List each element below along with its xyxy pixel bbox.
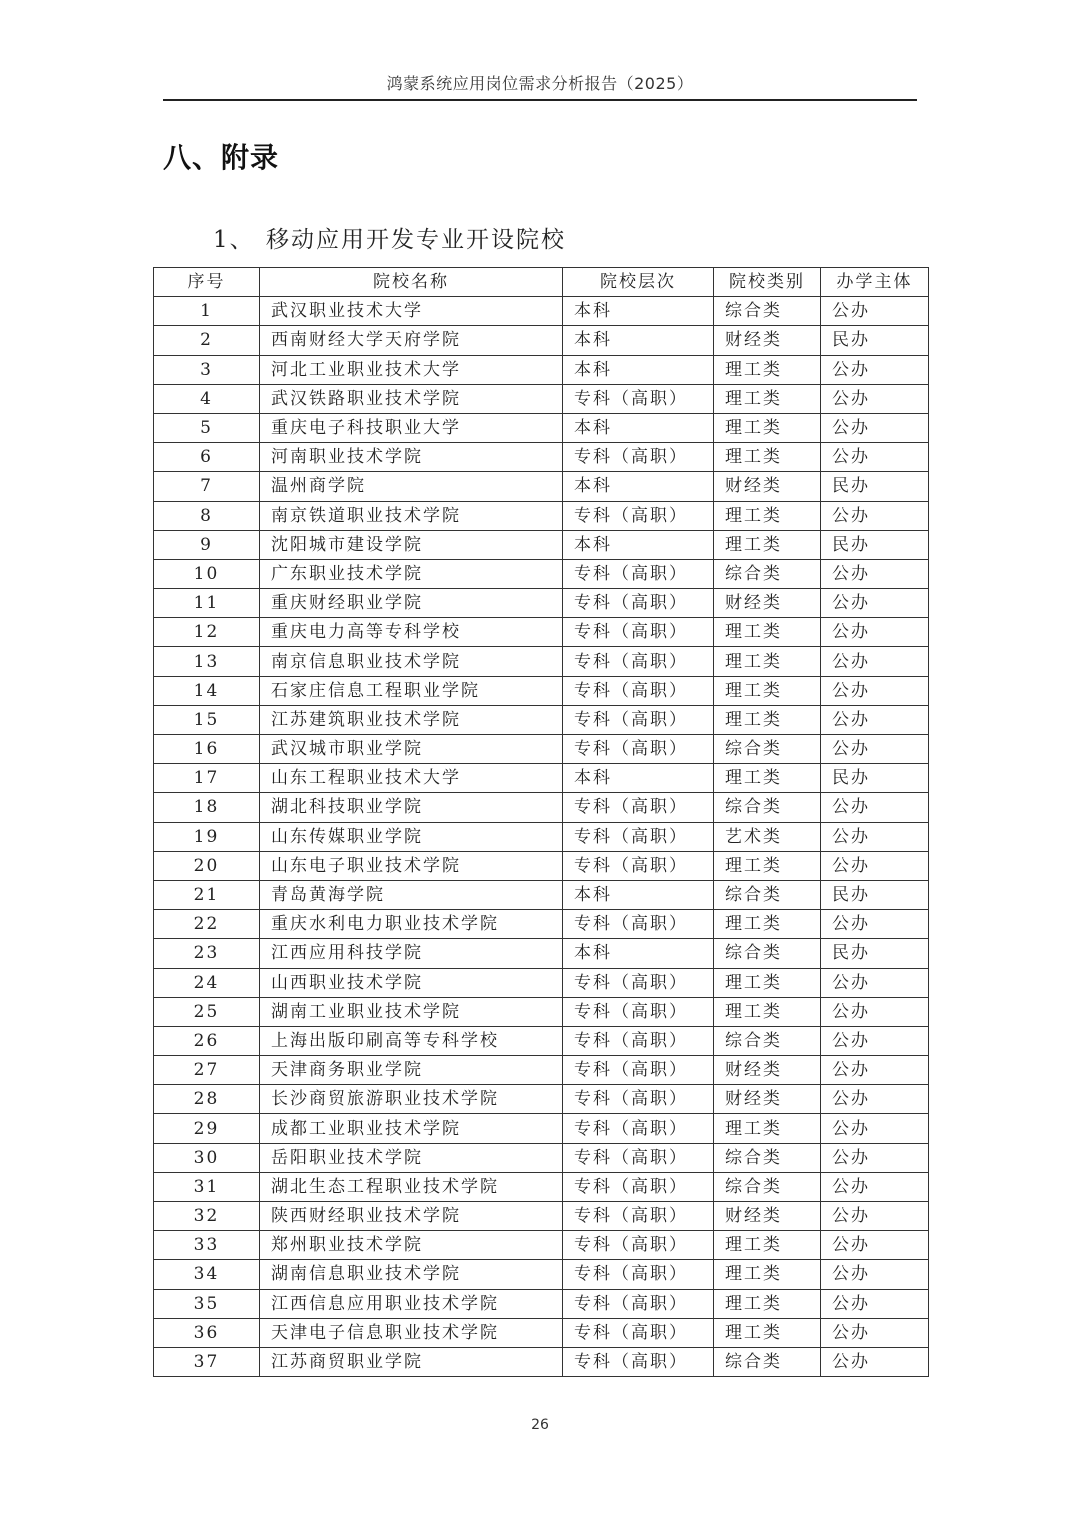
cell-index: 12	[154, 618, 260, 647]
cell-index: 4	[154, 384, 260, 413]
cell-school-name: 南京铁道职业技术学院	[260, 501, 563, 530]
table-row	[154, 1085, 929, 1114]
cell-level: 专科（高职）	[563, 1026, 714, 1055]
cell-level: 本科	[563, 297, 714, 326]
cell-category: 综合类	[714, 1026, 821, 1055]
cell-category: 综合类	[714, 793, 821, 822]
table-row	[154, 793, 929, 822]
running-header: 鸿蒙系统应用岗位需求分析报告（2025）	[386, 74, 694, 93]
cell-index: 14	[154, 676, 260, 705]
table-row	[154, 880, 929, 909]
cell-index: 23	[154, 939, 260, 968]
cell-school-name: 天津商务职业学院	[260, 1056, 563, 1085]
cell-category: 理工类	[714, 1260, 821, 1289]
cell-category: 理工类	[714, 910, 821, 939]
cell-index: 8	[154, 501, 260, 530]
cell-level: 本科	[563, 880, 714, 909]
cell-school-name: 江苏商贸职业学院	[260, 1347, 563, 1376]
cell-index: 21	[154, 880, 260, 909]
column-header-index: 序号	[154, 268, 260, 297]
table-row	[154, 910, 929, 939]
cell-ownership: 公办	[821, 384, 929, 413]
table-row	[154, 968, 929, 997]
cell-index: 37	[154, 1347, 260, 1376]
cell-category: 理工类	[714, 851, 821, 880]
cell-level: 专科（高职）	[563, 793, 714, 822]
cell-category: 理工类	[714, 384, 821, 413]
table-row	[154, 559, 929, 588]
cell-index: 28	[154, 1085, 260, 1114]
cell-category: 理工类	[714, 1231, 821, 1260]
cell-category: 理工类	[714, 530, 821, 559]
cell-index: 17	[154, 764, 260, 793]
cell-index: 19	[154, 822, 260, 851]
cell-index: 27	[154, 1056, 260, 1085]
cell-level: 本科	[563, 355, 714, 384]
cell-level: 专科（高职）	[563, 1114, 714, 1143]
cell-level: 本科	[563, 472, 714, 501]
cell-index: 26	[154, 1026, 260, 1055]
cell-school-name: 沈阳城市建设学院	[260, 530, 563, 559]
table-row	[154, 764, 929, 793]
cell-school-name: 山西职业技术学院	[260, 968, 563, 997]
cell-index: 1	[154, 297, 260, 326]
cell-index: 16	[154, 735, 260, 764]
cell-category: 综合类	[714, 939, 821, 968]
cell-ownership: 公办	[821, 501, 929, 530]
cell-ownership: 公办	[821, 1231, 929, 1260]
cell-ownership: 公办	[821, 705, 929, 734]
cell-index: 20	[154, 851, 260, 880]
cell-ownership: 民办	[821, 880, 929, 909]
cell-school-name: 重庆电力高等专科学校	[260, 618, 563, 647]
cell-school-name: 湖北科技职业学院	[260, 793, 563, 822]
cell-ownership: 公办	[821, 618, 929, 647]
cell-level: 本科	[563, 413, 714, 442]
column-header-ownership: 办学主体	[821, 268, 929, 297]
cell-index: 32	[154, 1202, 260, 1231]
cell-ownership: 公办	[821, 676, 929, 705]
cell-school-name: 河北工业职业技术大学	[260, 355, 563, 384]
cell-level: 本科	[563, 326, 714, 355]
cell-index: 15	[154, 705, 260, 734]
cell-ownership: 公办	[821, 413, 929, 442]
cell-index: 5	[154, 413, 260, 442]
cell-school-name: 河南职业技术学院	[260, 443, 563, 472]
table-row	[154, 618, 929, 647]
cell-level: 专科（高职）	[563, 618, 714, 647]
cell-index: 22	[154, 910, 260, 939]
table-body	[154, 297, 929, 1377]
cell-school-name: 上海出版印刷高等专科学校	[260, 1026, 563, 1055]
cell-category: 理工类	[714, 647, 821, 676]
cell-school-name: 山东传媒职业学院	[260, 822, 563, 851]
cell-ownership: 公办	[821, 1114, 929, 1143]
cell-ownership: 公办	[821, 1085, 929, 1114]
cell-ownership: 公办	[821, 1318, 929, 1347]
cell-level: 专科（高职）	[563, 1143, 714, 1172]
cell-level: 专科（高职）	[563, 1260, 714, 1289]
cell-level: 专科（高职）	[563, 1231, 714, 1260]
cell-level: 专科（高职）	[563, 851, 714, 880]
table-row	[154, 647, 929, 676]
cell-index: 6	[154, 443, 260, 472]
column-header-category: 院校类别	[714, 268, 821, 297]
table-row	[154, 326, 929, 355]
table-row	[154, 1260, 929, 1289]
table-row	[154, 939, 929, 968]
cell-category: 理工类	[714, 764, 821, 793]
cell-ownership: 公办	[821, 1202, 929, 1231]
cell-school-name: 陕西财经职业技术学院	[260, 1202, 563, 1231]
cell-ownership: 民办	[821, 530, 929, 559]
table-row	[154, 1202, 929, 1231]
cell-level: 专科（高职）	[563, 1202, 714, 1231]
cell-school-name: 山东电子职业技术学院	[260, 851, 563, 880]
cell-level: 专科（高职）	[563, 997, 714, 1026]
cell-ownership: 民办	[821, 472, 929, 501]
cell-level: 专科（高职）	[563, 676, 714, 705]
table-row	[154, 1056, 929, 1085]
table-header-row	[154, 268, 929, 297]
cell-ownership: 公办	[821, 1289, 929, 1318]
cell-school-name: 湖南工业职业技术学院	[260, 997, 563, 1026]
table-row	[154, 822, 929, 851]
table-row	[154, 1289, 929, 1318]
page-number: 26	[531, 1417, 549, 1433]
subsection-number: 1、	[213, 227, 255, 253]
cell-index: 30	[154, 1143, 260, 1172]
cell-category: 理工类	[714, 501, 821, 530]
table-row	[154, 1026, 929, 1055]
cell-school-name: 湖北生态工程职业技术学院	[260, 1172, 563, 1201]
cell-ownership: 公办	[821, 910, 929, 939]
cell-school-name: 武汉铁路职业技术学院	[260, 384, 563, 413]
cell-school-name: 重庆财经职业学院	[260, 589, 563, 618]
cell-category: 理工类	[714, 705, 821, 734]
cell-ownership: 民办	[821, 939, 929, 968]
cell-category: 理工类	[714, 1289, 821, 1318]
cell-level: 专科（高职）	[563, 705, 714, 734]
cell-index: 10	[154, 559, 260, 588]
cell-index: 18	[154, 793, 260, 822]
cell-ownership: 公办	[821, 589, 929, 618]
table-row	[154, 851, 929, 880]
table-row	[154, 1318, 929, 1347]
cell-category: 财经类	[714, 1085, 821, 1114]
cell-index: 35	[154, 1289, 260, 1318]
cell-category: 综合类	[714, 297, 821, 326]
cell-ownership: 公办	[821, 1347, 929, 1376]
table-row	[154, 355, 929, 384]
cell-index: 36	[154, 1318, 260, 1347]
cell-index: 2	[154, 326, 260, 355]
cell-ownership: 公办	[821, 735, 929, 764]
cell-level: 专科（高职）	[563, 735, 714, 764]
cell-category: 理工类	[714, 676, 821, 705]
cell-level: 专科（高职）	[563, 1056, 714, 1085]
cell-category: 理工类	[714, 413, 821, 442]
cell-ownership: 公办	[821, 1260, 929, 1289]
cell-category: 综合类	[714, 880, 821, 909]
cell-school-name: 西南财经大学天府学院	[260, 326, 563, 355]
table-row	[154, 472, 929, 501]
cell-index: 24	[154, 968, 260, 997]
cell-level: 专科（高职）	[563, 1085, 714, 1114]
cell-category: 综合类	[714, 1347, 821, 1376]
table-row	[154, 1231, 929, 1260]
table-row	[154, 997, 929, 1026]
table-row	[154, 501, 929, 530]
table-row	[154, 589, 929, 618]
cell-level: 专科（高职）	[563, 1289, 714, 1318]
cell-school-name: 江苏建筑职业技术学院	[260, 705, 563, 734]
cell-school-name: 山东工程职业技术大学	[260, 764, 563, 793]
cell-index: 29	[154, 1114, 260, 1143]
cell-category: 理工类	[714, 1114, 821, 1143]
table-row	[154, 1172, 929, 1201]
cell-index: 33	[154, 1231, 260, 1260]
table-row	[154, 676, 929, 705]
cell-level: 专科（高职）	[563, 968, 714, 997]
table-row	[154, 1143, 929, 1172]
cell-ownership: 公办	[821, 1056, 929, 1085]
cell-school-name: 重庆水利电力职业技术学院	[260, 910, 563, 939]
cell-ownership: 公办	[821, 647, 929, 676]
cell-school-name: 南京信息职业技术学院	[260, 647, 563, 676]
cell-index: 11	[154, 589, 260, 618]
subsection-title-text: 移动应用开发专业开设院校	[266, 227, 566, 253]
cell-index: 25	[154, 997, 260, 1026]
cell-ownership: 民办	[821, 326, 929, 355]
cell-school-name: 武汉职业技术大学	[260, 297, 563, 326]
cell-ownership: 公办	[821, 793, 929, 822]
cell-level: 专科（高职）	[563, 384, 714, 413]
cell-school-name: 江西信息应用职业技术学院	[260, 1289, 563, 1318]
table-row	[154, 384, 929, 413]
cell-school-name: 成都工业职业技术学院	[260, 1114, 563, 1143]
cell-category: 理工类	[714, 443, 821, 472]
cell-level: 专科（高职）	[563, 910, 714, 939]
cell-level: 专科（高职）	[563, 1172, 714, 1201]
cell-category: 综合类	[714, 735, 821, 764]
cell-ownership: 公办	[821, 443, 929, 472]
cell-school-name: 长沙商贸旅游职业技术学院	[260, 1085, 563, 1114]
column-header-school-name: 院校名称	[260, 268, 563, 297]
cell-category: 财经类	[714, 1056, 821, 1085]
cell-category: 艺术类	[714, 822, 821, 851]
cell-ownership: 公办	[821, 968, 929, 997]
cell-index: 9	[154, 530, 260, 559]
cell-ownership: 公办	[821, 355, 929, 384]
cell-category: 财经类	[714, 472, 821, 501]
cell-level: 专科（高职）	[563, 443, 714, 472]
cell-ownership: 公办	[821, 1143, 929, 1172]
table-row	[154, 297, 929, 326]
cell-level: 专科（高职）	[563, 501, 714, 530]
cell-school-name: 岳阳职业技术学院	[260, 1143, 563, 1172]
cell-index: 13	[154, 647, 260, 676]
column-header-level: 院校层次	[563, 268, 714, 297]
cell-ownership: 公办	[821, 297, 929, 326]
cell-school-name: 天津电子信息职业技术学院	[260, 1318, 563, 1347]
cell-school-name: 郑州职业技术学院	[260, 1231, 563, 1260]
cell-ownership: 公办	[821, 559, 929, 588]
cell-level: 本科	[563, 939, 714, 968]
cell-level: 本科	[563, 530, 714, 559]
table-row	[154, 443, 929, 472]
cell-category: 财经类	[714, 1202, 821, 1231]
header-rule	[163, 99, 917, 101]
cell-school-name: 江西应用科技学院	[260, 939, 563, 968]
cell-category: 理工类	[714, 355, 821, 384]
cell-ownership: 公办	[821, 997, 929, 1026]
cell-school-name: 青岛黄海学院	[260, 880, 563, 909]
cell-school-name: 重庆电子科技职业大学	[260, 413, 563, 442]
cell-school-name: 石家庄信息工程职业学院	[260, 676, 563, 705]
table-row	[154, 1347, 929, 1376]
cell-ownership: 公办	[821, 1026, 929, 1055]
cell-school-name: 广东职业技术学院	[260, 559, 563, 588]
cell-level: 专科（高职）	[563, 559, 714, 588]
cell-ownership: 公办	[821, 851, 929, 880]
section-title: 八、附录	[163, 141, 280, 174]
cell-category: 财经类	[714, 326, 821, 355]
cell-category: 财经类	[714, 589, 821, 618]
cell-category: 理工类	[714, 1318, 821, 1347]
table-row	[154, 705, 929, 734]
cell-level: 专科（高职）	[563, 1318, 714, 1347]
table-row	[154, 735, 929, 764]
cell-index: 3	[154, 355, 260, 384]
schools-table	[153, 267, 929, 1377]
cell-category: 理工类	[714, 618, 821, 647]
cell-ownership: 民办	[821, 764, 929, 793]
cell-category: 综合类	[714, 1143, 821, 1172]
cell-category: 理工类	[714, 968, 821, 997]
table-row	[154, 1114, 929, 1143]
cell-index: 31	[154, 1172, 260, 1201]
cell-ownership: 公办	[821, 1172, 929, 1201]
cell-school-name: 湖南信息职业技术学院	[260, 1260, 563, 1289]
cell-level: 专科（高职）	[563, 822, 714, 851]
cell-category: 综合类	[714, 559, 821, 588]
cell-ownership: 公办	[821, 822, 929, 851]
cell-index: 34	[154, 1260, 260, 1289]
cell-level: 专科（高职）	[563, 647, 714, 676]
cell-category: 综合类	[714, 1172, 821, 1201]
cell-index: 7	[154, 472, 260, 501]
table-row	[154, 413, 929, 442]
cell-level: 专科（高职）	[563, 589, 714, 618]
cell-category: 理工类	[714, 997, 821, 1026]
subsection-title	[213, 222, 566, 258]
table-row	[154, 530, 929, 559]
cell-level: 本科	[563, 764, 714, 793]
cell-level: 专科（高职）	[563, 1347, 714, 1376]
cell-school-name: 武汉城市职业学院	[260, 735, 563, 764]
cell-school-name: 温州商学院	[260, 472, 563, 501]
